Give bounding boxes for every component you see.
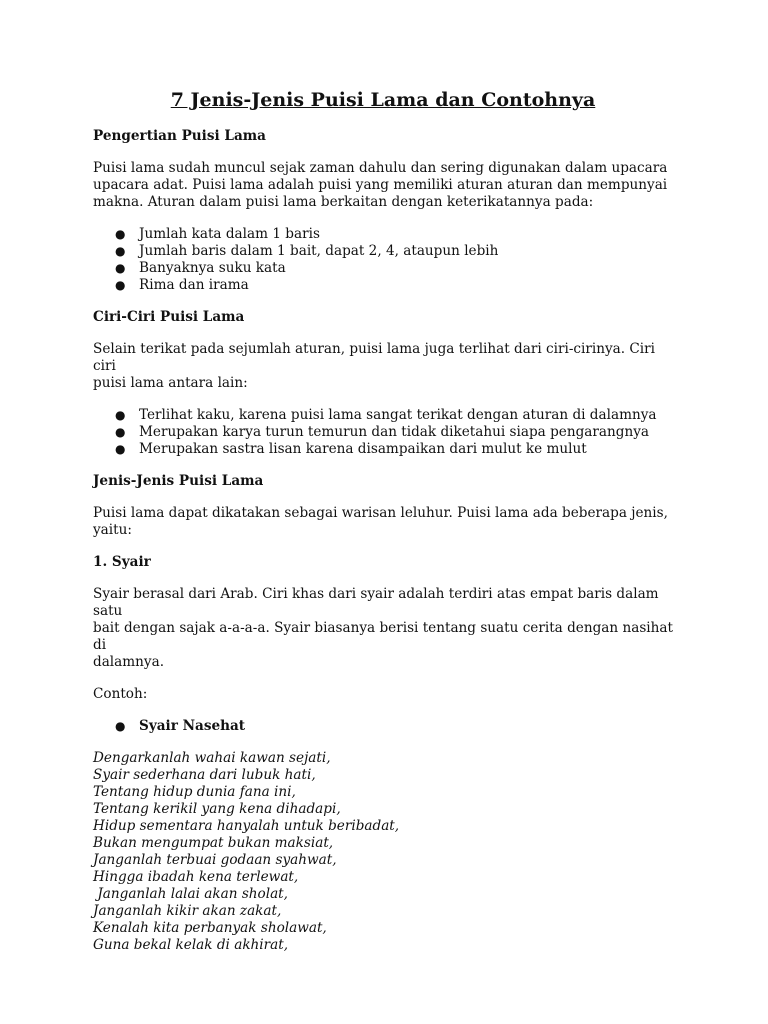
- example-title: Syair Nasehat: [139, 718, 246, 734]
- section-heading-jenis: Jenis-Jenis Puisi Lama: [93, 473, 264, 489]
- list-item: [93, 260, 673, 277]
- list-item: [93, 407, 673, 424]
- poem-line: Janganlah kikir akan zakat,: [93, 903, 282, 919]
- poem-line: Janganlah terbuai godaan syahwat,: [93, 852, 337, 868]
- list-item-text: Rima dan irama: [139, 277, 249, 293]
- poem-line: Syair sederhana dari lubuk hati,: [93, 767, 316, 783]
- bullet-icon: ●: [115, 227, 126, 241]
- paragraph-line: dalamnya.: [93, 654, 165, 670]
- bullet-icon: ●: [115, 719, 126, 733]
- list-item-text: Jumlah baris dalam 1 bait, dapat 2, 4, ataupun lebih: [139, 243, 499, 259]
- list-item-text: Merupakan karya turun temurun dan tidak diketahui siapa pengarangnya: [139, 424, 650, 440]
- document-page: [93, 88, 673, 954]
- poem-line: Kenalah kita perbanyak sholawat,: [93, 920, 327, 936]
- list-item: [93, 424, 673, 441]
- bullet-icon: ●: [115, 425, 126, 439]
- bullet-list: [93, 226, 673, 294]
- paragraph-line: Puisi lama dapat dikatakan sebagai warisan leluhur. Puisi lama ada beberapa jenis,: [93, 505, 668, 521]
- bullet-icon: ●: [115, 442, 126, 456]
- list-item: [93, 277, 673, 294]
- poem-line: Tentang hidup dunia fana ini,: [93, 784, 296, 800]
- list-item: [93, 243, 673, 260]
- paragraph-line: puisi lama antara lain:: [93, 375, 248, 391]
- bullet-list: [93, 407, 673, 458]
- paragraph-line: Puisi lama sudah muncul sejak zaman dahulu dan sering digunakan dalam upacara: [93, 160, 668, 176]
- poem-line: Guna bekal kelak di akhirat,: [93, 937, 289, 953]
- document-title: 7 Jenis-Jenis Puisi Lama dan Contohnya: [170, 89, 596, 111]
- paragraph-line: bait dengan sajak a-a-a-a. Syair biasanya berisi tentang suatu cerita dengan nasihat di: [93, 620, 673, 653]
- bullet-icon: ●: [115, 408, 126, 422]
- section-heading-ciri: Ciri-Ciri Puisi Lama: [93, 309, 245, 325]
- paragraph-line: upacara adat. Puisi lama adalah puisi yang memiliki aturan aturan dan mempunyai: [93, 177, 668, 193]
- paragraph-line: yaitu:: [93, 522, 132, 538]
- subsection-heading-syair: 1. Syair: [93, 554, 151, 570]
- poem-line: Janganlah lalai akan sholat,: [93, 886, 288, 902]
- poem-block: [93, 750, 673, 954]
- paragraph-line: makna. Aturan dalam puisi lama berkaitan dengan keterikatannya pada:: [93, 194, 594, 210]
- list-item: [93, 718, 673, 735]
- bullet-list: [93, 718, 673, 735]
- section-heading-pengertian: Pengertian Puisi Lama: [93, 128, 266, 144]
- paragraph-line: Selain terikat pada sejumlah aturan, puisi lama juga terlihat dari ciri-cirinya. Ciri ciri: [93, 341, 655, 374]
- contoh-label: Contoh:: [93, 686, 148, 702]
- poem-line: Hingga ibadah kena terlewat,: [93, 869, 299, 885]
- list-item: [93, 441, 673, 458]
- poem-line: Dengarkanlah wahai kawan sejati,: [93, 750, 331, 766]
- bullet-icon: ●: [115, 261, 126, 275]
- list-item-text: Banyaknya suku kata: [139, 260, 286, 276]
- bullet-icon: ●: [115, 278, 126, 292]
- poem-line: Tentang kerikil yang kena dihadapi,: [93, 801, 341, 817]
- list-item: [93, 226, 673, 243]
- list-item-text: Merupakan sastra lisan karena disampaikan dari mulut ke mulut: [139, 441, 587, 457]
- list-item-text: Jumlah kata dalam 1 baris: [139, 226, 320, 242]
- bullet-icon: ●: [115, 244, 126, 258]
- list-item-text: Terlihat kaku, karena puisi lama sangat terikat dengan aturan di dalamnya: [139, 407, 657, 423]
- poem-line: Hidup sementara hanyalah untuk beribadat,: [93, 818, 400, 834]
- paragraph-line: Syair berasal dari Arab. Ciri khas dari syair adalah terdiri atas empat baris dalam satu: [93, 586, 659, 619]
- poem-line: Bukan mengumpat bukan maksiat,: [93, 835, 334, 851]
